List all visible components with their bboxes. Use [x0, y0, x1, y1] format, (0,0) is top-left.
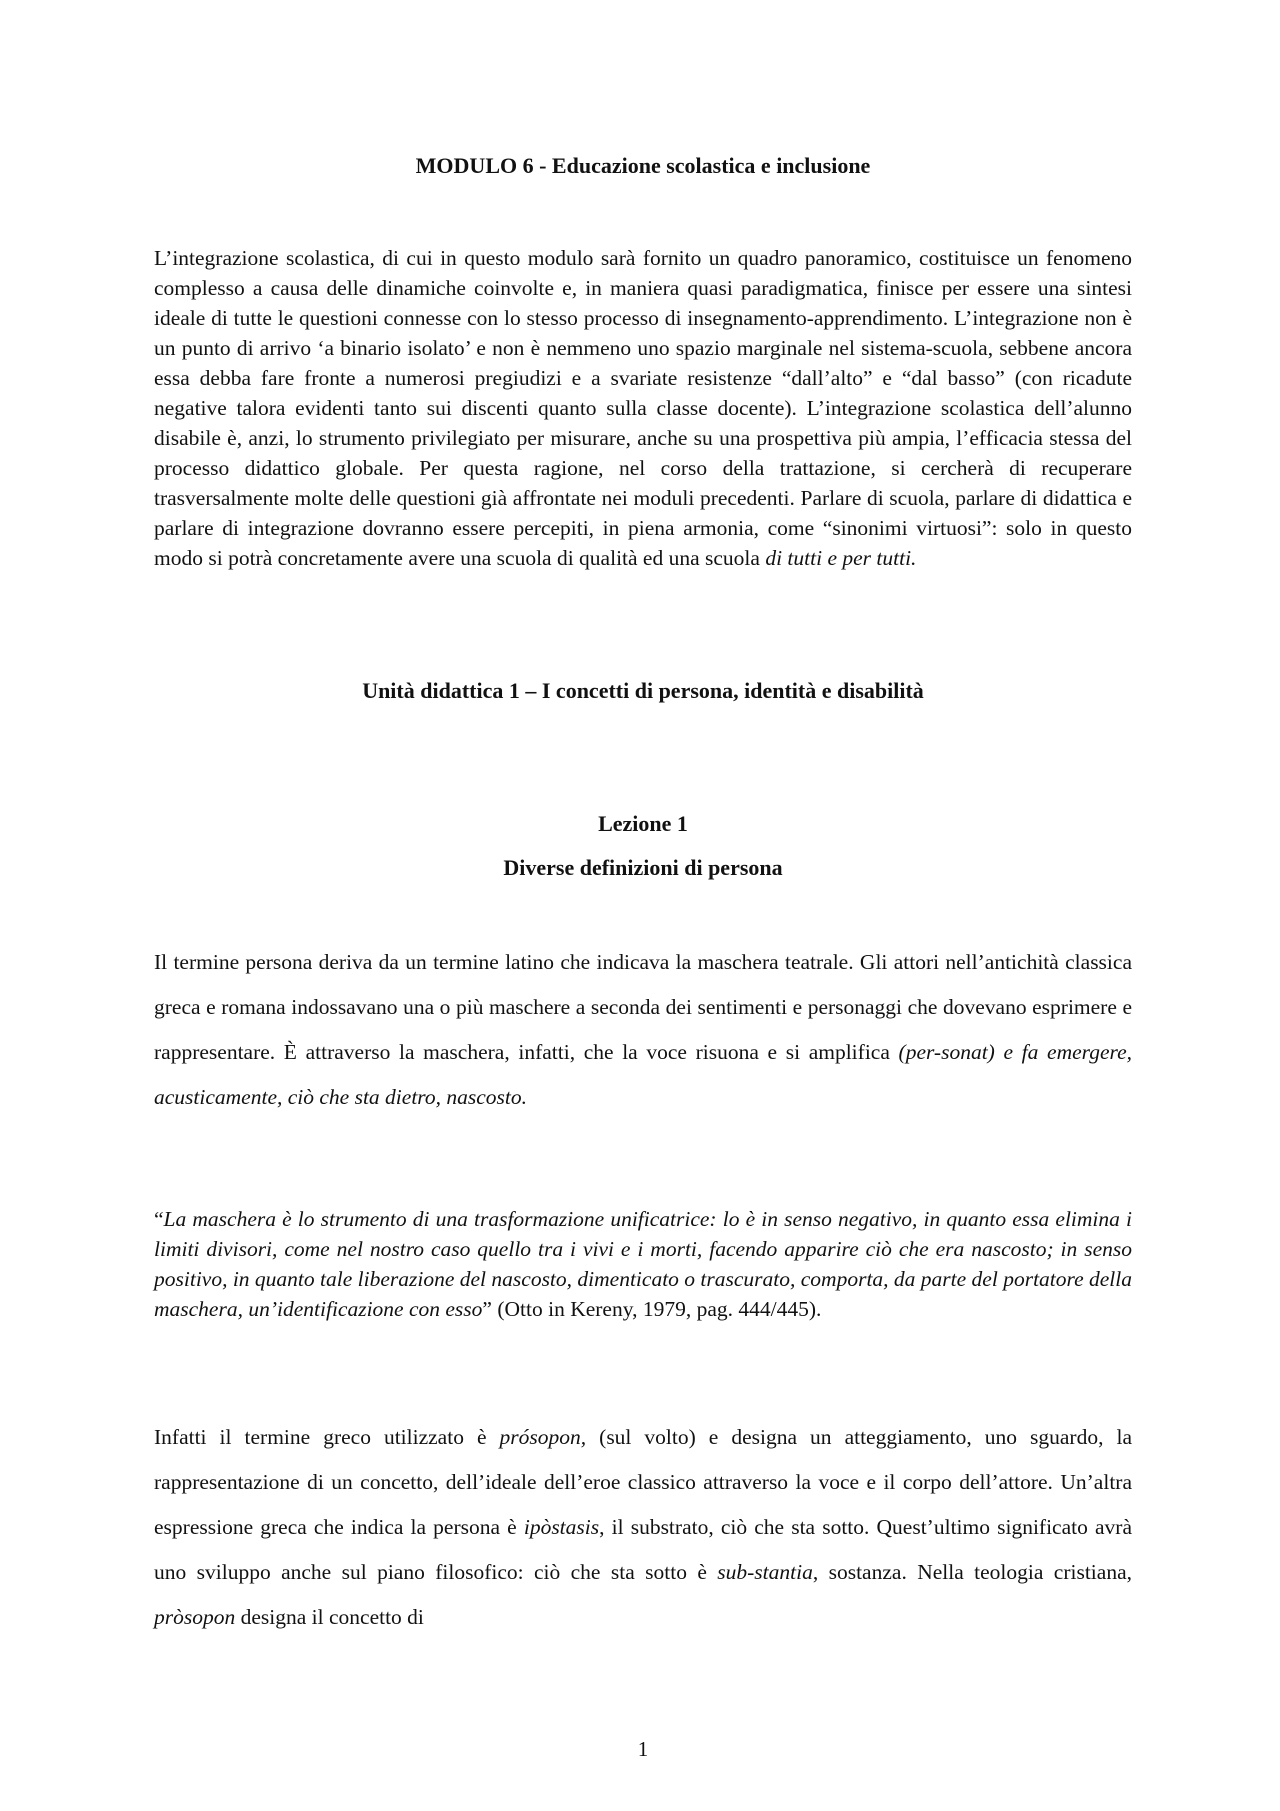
paragraph-prosopon	[154, 1415, 1132, 1640]
quote-citation: ” (Otto in Kereny, 1979, pag. 444/445).	[482, 1297, 822, 1321]
unit-title: Unità didattica 1 – I concetti di persona, identità e disabilità	[362, 678, 924, 703]
paragraph2-text-1: Infatti il termine greco utilizzato è	[154, 1425, 500, 1449]
paragraph1-italic-end: (per-sonat) e fa emergere, acusticamente, ciò che sta dietro, nascosto.	[154, 1040, 1132, 1109]
intro-text: L’integrazione scolastica, di cui in questo modulo sarà fornito un quadro panoramico, costituisce un fenomeno complesso a causa delle dinamiche coinvolte e, in maniera quasi paradigmatica, finisce per essere una sintesi ideale di tutte le questioni connesse con lo stesso processo di insegnamento-apprendimento. L’integrazione non è un punto di arrivo ‘a binario isolato’ e non è nemmeno uno spazio marginale nel sistema-scuola, sebbene ancora essa debba fare fronte a numerosi pregiudizi e a svariate resistenze “dall’alto” e “dal basso” (con ricadute negative talora evidenti tanto sui discenti quanto sulla classe docente). L’integrazione scolastica dell’alunno disabile è, anzi, lo strumento privilegiato per misurare, anche su una prospettiva più ampia, l’efficacia stessa del processo didattico globale. Per questa ragione, nel corso della trattazione, si cercherà di recuperare trasversalmente molte delle questioni già affrontate nei moduli precedenti. Parlare di scuola, parlare di didattica e parlare di integrazione dovranno essere percepiti, in piena armonia, come “sinonimi virtuosi”: solo in questo modo si potrà concretamente avere una scuola di qualità ed una scuola	[154, 246, 1132, 570]
document-page	[154, 0, 1132, 1811]
lesson-number: Lezione 1	[598, 811, 688, 836]
lesson-title: Diverse definizioni di persona	[503, 855, 783, 880]
intro-paragraph	[154, 243, 1132, 573]
paragraph2-italic-3: sub-stantia	[717, 1560, 813, 1584]
paragraph1-text: Il termine persona deriva da un termine latino che indicava la maschera teatrale. Gli attori nell’antichità classica greca e romana indossavano una o più maschere a seconda dei sentimenti e personaggi che dovevano esprimere e rappresentare. È attraverso la maschera, infatti, che la voce risuona e si amplifica	[154, 950, 1132, 1064]
paragraph2-text-2: (sul volto) e designa un atteggiamento, uno sguardo, la rappresentazione di un concetto, dell’ideale dell’eroe classico attraverso la voce e il corpo dell’attore. Un’altra espressione greca che indica la persona è	[154, 1425, 1132, 1539]
paragraph2-text-3: , il substrato, ciò che sta sotto. Quest’ultimo significato avrà uno sviluppo anche sul piano filosofico: ciò che sta sotto è	[154, 1515, 1132, 1584]
paragraph2-text-4: , sostanza. Nella teologia cristiana,	[812, 1560, 1132, 1584]
module-title: MODULO 6 - Educazione scolastica e inclusione	[415, 153, 871, 178]
quote-italic-text: La maschera è lo strumento di una trasformazione unificatrice: lo è in senso negativo, in quanto essa elimina i limiti divisori, come nel nostro caso quello tra i vivi e i morti, facendo apparire ciò che era nascosto; in senso positivo, in quanto tale liberazione del nascosto, dimenticato o trascurato, comporta, da parte del portatore della maschera, un’identificazione con esso	[154, 1207, 1132, 1321]
page-number: 1	[637, 1737, 649, 1761]
paragraph-persona-origin	[154, 940, 1132, 1120]
paragraph2-text-5: designa il concetto di	[235, 1605, 424, 1629]
paragraph2-italic-4: pròsopon	[154, 1605, 236, 1629]
block-quote	[154, 1204, 1132, 1324]
paragraph2-italic-2: ipòstasis	[523, 1515, 600, 1539]
intro-italic-end: di tutti e per tutti.	[765, 546, 917, 570]
paragraph2-italic-1: prósopon,	[499, 1425, 587, 1449]
quote-open-mark: “	[154, 1207, 164, 1231]
